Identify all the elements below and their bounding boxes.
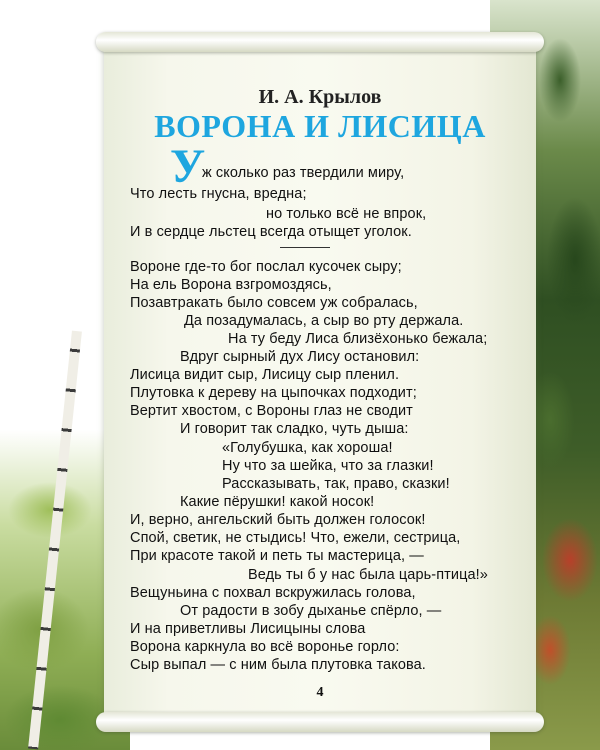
- poem-line: Вороне где-то бог послал кусочек сыру;: [130, 259, 402, 275]
- poem-line: И, верно, ангельский быть должен голосок!: [130, 512, 426, 528]
- poem-line: Ну что за шейка, что за глазки!: [222, 458, 434, 474]
- scroll-roll-bottom: [96, 712, 544, 732]
- poem-title: ВОРОНА И ЛИСИЦА: [154, 108, 486, 144]
- poem-line: Да позадумалась, а сыр во рту держала.: [184, 313, 464, 329]
- poem-line: ж сколько раз твердили миру,: [202, 165, 405, 181]
- poem-line: Плутовка к дереву на цыпочках подходит;: [130, 385, 417, 401]
- poem-line: Рассказывать, так, право, сказки!: [222, 476, 450, 492]
- stanza-divider: [280, 247, 330, 248]
- poem-line: Спой, светик, не стыдись! Что, ежели, сестрица,: [130, 530, 461, 546]
- poem-line: Вдруг сырный дух Лису остановил:: [180, 349, 420, 365]
- poem-line: На ту беду Лиса близёхонько бежала;: [228, 331, 488, 347]
- poem-line: Что лесть гнусна, вредна;: [130, 186, 307, 202]
- poem-line: И говорит так сладко, чуть дыша:: [180, 421, 409, 437]
- poem-line: «Голубушка, как хороша!: [222, 440, 393, 456]
- poem-line: Сыр выпал — с ним была плутовка такова.: [130, 657, 426, 673]
- poem-line: От радости в зобу дыханье спёрло, —: [180, 603, 442, 619]
- poem-line: Ведь ты б у нас была царь-птица!»: [248, 567, 488, 583]
- poem-line: Вертит хвостом, с Вороны глаз не сводит: [130, 403, 413, 419]
- poem-line: И на приветливы Лисицыны слова: [130, 621, 366, 637]
- poem-line: но только всё не впрок,: [266, 206, 427, 222]
- author-name: И. А. Крылов: [258, 86, 382, 108]
- poem-line: Ворона каркнула во всё воронье горло:: [130, 639, 400, 655]
- drop-cap: У: [170, 140, 206, 193]
- page-number: 4: [316, 685, 324, 700]
- poem-line: На ель Ворона взгромоздясь,: [130, 277, 332, 293]
- poem-line: Позавтракать было совсем уж собралась,: [130, 295, 418, 311]
- poem-line: При красоте такой и петь ты мастерица, —: [130, 548, 424, 564]
- scroll-roll-top: [96, 32, 544, 52]
- poem-line: Вещуньина с похвал вскружилась голова,: [130, 585, 416, 601]
- poem-line: Лисица видит сыр, Лисицу сыр пленил.: [130, 367, 400, 383]
- poem-line: Какие пёрушки! какой носок!: [180, 494, 375, 510]
- poem-line: И в сердце льстец всегда отыщет уголок.: [130, 224, 412, 240]
